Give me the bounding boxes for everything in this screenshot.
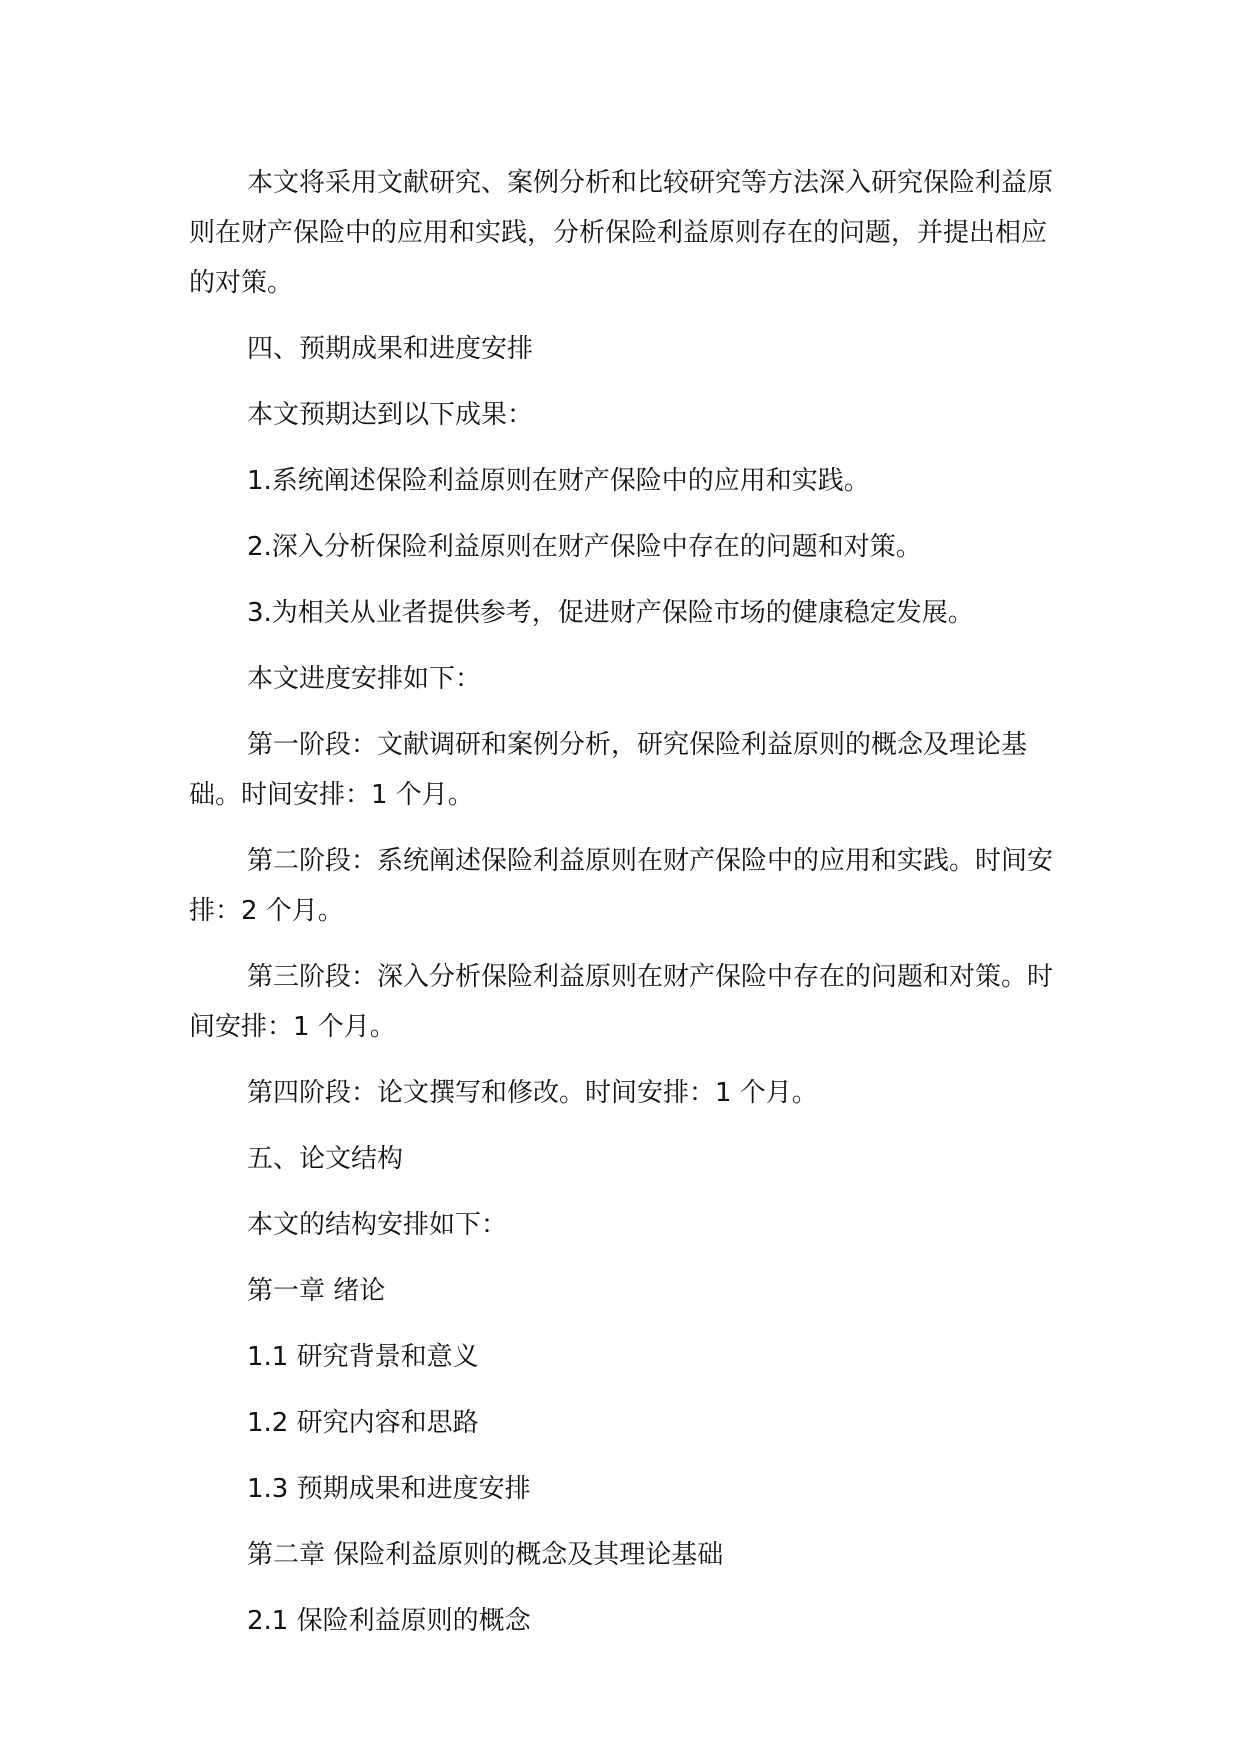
outline-section-2-1: 2.1 保险利益原则的概念 [247,1606,531,1636]
list-item-result-2: 2.深入分析保险利益原则在财产保险中存在的问题和对策。 [247,532,922,562]
document-body [189,158,1069,1662]
outline-chapter-2: 第二章 保险利益原则的概念及其理论基础 [247,1540,724,1570]
paragraph-structure-intro: 本文的结构安排如下： [247,1210,508,1240]
schedule-stage-4: 第四阶段：论文撰写和修改。时间安排：1 个月。 [247,1078,818,1108]
outline-section-1-2: 1.2 研究内容和思路 [247,1408,479,1438]
outline-section-1-3: 1.3 预期成果和进度安排 [247,1474,531,1504]
paragraph-schedule-intro: 本文进度安排如下： [247,664,482,694]
section-heading-thesis-structure: 五、论文结构 [247,1144,404,1174]
paragraph-results-intro: 本文预期达到以下成果： [247,400,534,430]
outline-section-1-1: 1.1 研究背景和意义 [247,1342,479,1372]
paragraph-methods: 本文将采用文献研究、案例分析和比较研究等方法深入研究保险利益原则在财产保险中的应用和实践，分析保险利益原则存在的问题，并提出相应的对策。 [189,168,1054,298]
section-heading-expected-results: 四、预期成果和进度安排 [247,334,534,364]
list-item-result-3: 3.为相关从业者提供参考，促进财产保险市场的健康稳定发展。 [247,598,974,628]
outline-chapter-1: 第一章 绪论 [247,1276,386,1306]
schedule-stage-1: 第一阶段：文献调研和案例分析，研究保险利益原则的概念及理论基础。时间安排：1 个月。 [189,730,1028,810]
schedule-stage-3: 第三阶段：深入分析保险利益原则在财产保险中存在的问题和对策。时间安排：1 个月。 [189,962,1054,1042]
list-item-result-1: 1.系统阐述保险利益原则在财产保险中的应用和实践。 [247,466,870,496]
schedule-stage-2: 第二阶段：系统阐述保险利益原则在财产保险中的应用和实践。时间安排：2 个月。 [189,846,1054,926]
